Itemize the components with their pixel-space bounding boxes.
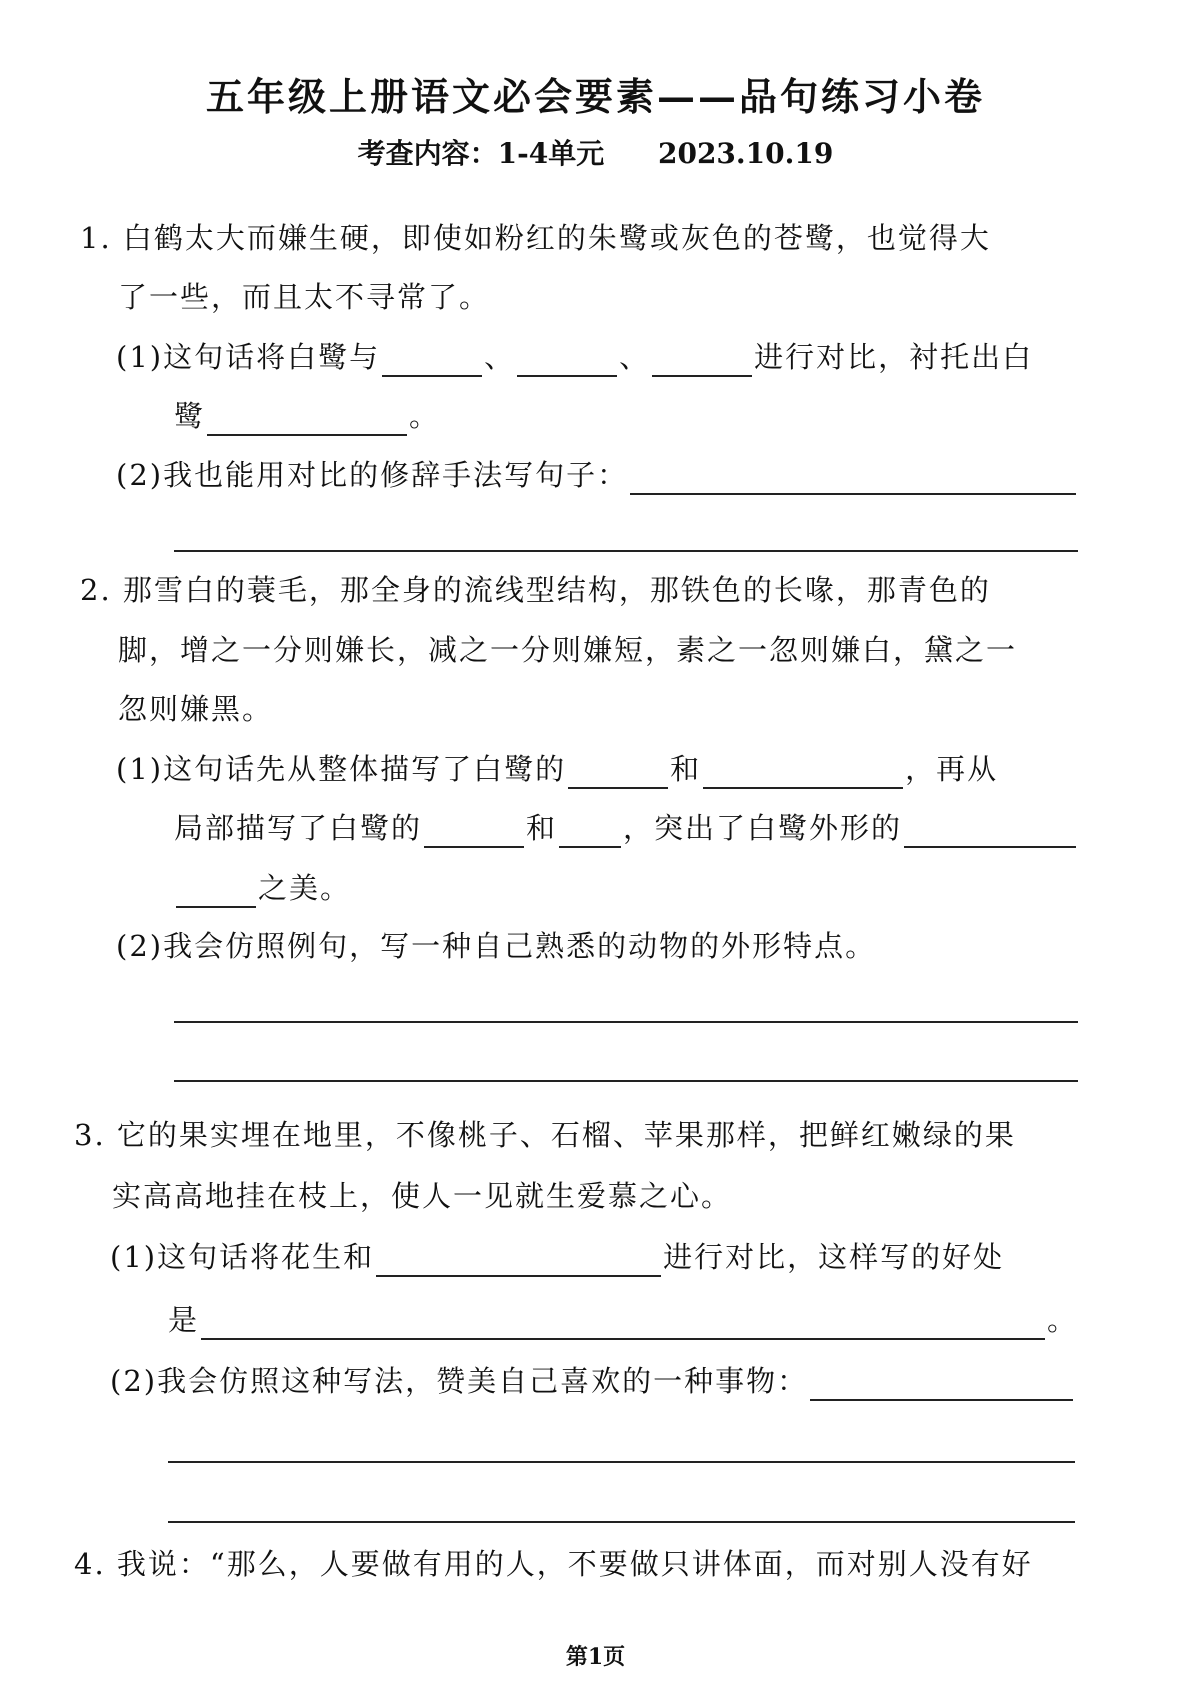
q3-stem-line-1: 3. 它的果实埋在地里，不像桃子、石榴、苹果那样，把鲜红嫩绿的果 bbox=[74, 1118, 1016, 1152]
exam-scope: 考查内容：1-4单元 bbox=[357, 137, 605, 170]
q2-stem-line-1: 2. 那雪白的蓑毛，那全身的流线型结构，那铁色的长喙，那青色的 bbox=[80, 573, 991, 607]
answer-blank[interactable] bbox=[176, 876, 256, 908]
answer-blank[interactable] bbox=[517, 345, 617, 377]
answer-blank[interactable] bbox=[904, 816, 1076, 848]
q2-part1-text-4: ，突出了白鹭外形的 bbox=[623, 811, 903, 845]
answer-blank[interactable] bbox=[630, 463, 1076, 495]
answer-line[interactable] bbox=[174, 550, 1078, 552]
q1-stem-line-1: 1. 白鹤太大而嫌生硬，即使如粉红的朱鹭或灰色的苍鹭，也觉得大 bbox=[80, 221, 991, 255]
q4-stem-line-1: 4. 我说：“那么，人要做有用的人，不要做只讲体面，而对别人没有好 bbox=[74, 1547, 1033, 1581]
page-number: 第1页 bbox=[565, 1644, 626, 1670]
q2-part1-text: (1)这句话先从整体描写了白鹭的 bbox=[116, 752, 567, 786]
q1-part1-cont bbox=[174, 396, 440, 436]
q1-part1-text: (1)这句话将白鹭与 bbox=[116, 340, 381, 374]
separator: 、 bbox=[484, 340, 516, 374]
subtitle bbox=[0, 132, 1191, 172]
q2-part1-text-5: 之美。 bbox=[258, 871, 352, 905]
conjunction: 和 bbox=[670, 752, 702, 786]
answer-blank[interactable] bbox=[703, 757, 903, 789]
q1-part1-text-3: 鹭 bbox=[174, 399, 206, 433]
conjunction: 和 bbox=[526, 811, 558, 845]
answer-blank[interactable] bbox=[652, 345, 752, 377]
q2-part1 bbox=[116, 749, 1078, 789]
q2-stem-line-2: 脚，增之一分则嫌长，减之一分则嫌短，素之一忽则嫌白，黛之一 bbox=[118, 633, 1018, 667]
q3-part1-text-2: 进行对比，这样写的好处 bbox=[663, 1240, 1005, 1274]
answer-blank[interactable] bbox=[376, 1245, 661, 1277]
q3-part1-cont bbox=[168, 1300, 1078, 1340]
period: 。 bbox=[1046, 1303, 1078, 1337]
q2-part1-text-3: 局部描写了白鹭的 bbox=[174, 811, 423, 845]
exam-date: 2023.10.19 bbox=[657, 137, 834, 170]
period: 。 bbox=[409, 399, 441, 433]
q3-part1-text: (1)这句话将花生和 bbox=[110, 1240, 375, 1274]
answer-line[interactable] bbox=[168, 1521, 1075, 1523]
answer-blank[interactable] bbox=[207, 404, 407, 436]
q2-part1-text-2: ，再从 bbox=[905, 752, 999, 786]
separator: 、 bbox=[619, 340, 651, 374]
answer-blank[interactable] bbox=[201, 1308, 1045, 1340]
q1-part2-text: (2)我也能用对比的修辞手法写句子： bbox=[116, 458, 629, 492]
answer-line[interactable] bbox=[174, 1080, 1078, 1082]
q1-stem-line-2: 了一些，而且太不寻常了。 bbox=[118, 280, 491, 314]
q2-part1-cont bbox=[174, 808, 1078, 848]
answer-blank[interactable] bbox=[568, 757, 668, 789]
q3-stem-line-2: 实高高地挂在枝上，使人一见就生爱慕之心。 bbox=[112, 1179, 733, 1213]
answer-line[interactable] bbox=[174, 1021, 1078, 1023]
q3-part1-text-3: 是 bbox=[168, 1303, 200, 1337]
answer-blank[interactable] bbox=[810, 1369, 1073, 1401]
q3-part2-text: (2)我会仿照这种写法，赞美自己喜欢的一种事物： bbox=[110, 1364, 809, 1398]
q1-part1 bbox=[116, 337, 1033, 377]
q2-stem-line-3: 忽则嫌黑。 bbox=[118, 692, 274, 726]
answer-blank[interactable] bbox=[559, 816, 621, 848]
answer-line[interactable] bbox=[168, 1461, 1075, 1463]
q1-part2 bbox=[116, 455, 1078, 495]
q2-part1-cont-2 bbox=[174, 868, 351, 908]
q2-part2: (2)我会仿照例句，写一种自己熟悉的动物的外形特点。 bbox=[116, 929, 877, 963]
q3-part1 bbox=[110, 1237, 1075, 1277]
q3-part2 bbox=[110, 1361, 1075, 1401]
answer-blank[interactable] bbox=[424, 816, 524, 848]
q1-part1-text-2: 进行对比，衬托出白 bbox=[754, 340, 1034, 374]
answer-blank[interactable] bbox=[382, 345, 482, 377]
page-title: 五年级上册语文必会要素——品句练习小卷 bbox=[205, 74, 985, 119]
